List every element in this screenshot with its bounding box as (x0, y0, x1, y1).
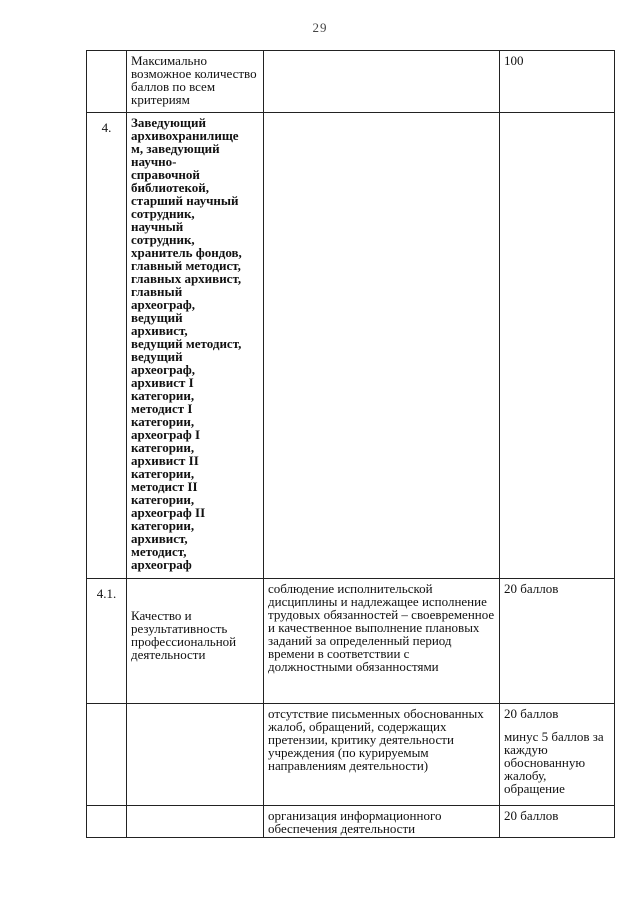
indicator-cell: соблюдение исполнительской дисциплины и надлежащее исполнение трудовых обязанностей – своевременное и качественное выполнение плановых заданий за определенный период времени в соответствии с должностными обязанностями (264, 579, 500, 704)
table-row (87, 579, 615, 704)
position-line: категории, (131, 388, 195, 403)
criterion-name-cell: Качество и результативность профессиональной деятельности (127, 579, 264, 704)
points-cell (500, 704, 615, 806)
row-number-cell (87, 806, 127, 838)
position-line: методист II (131, 479, 198, 494)
position-line: методист, (131, 544, 187, 559)
position-line: ведущий (131, 349, 183, 364)
position-line: методист I (131, 401, 193, 416)
position-line: архивист I (131, 375, 194, 390)
position-line: архивист, (131, 323, 188, 338)
position-line: старший научный (131, 193, 239, 208)
points-cell: 100 (500, 51, 615, 113)
position-line: архивист II (131, 453, 199, 468)
table-row (87, 704, 615, 806)
points-cell: 20 баллов (500, 579, 615, 704)
position-line: м, заведующий (131, 141, 220, 156)
position-line: археограф I (131, 427, 201, 442)
position-line: архивохранилище (131, 128, 239, 143)
points-deduction-note: минус 5 баллов за каждую обоснованную жалобу, обращение (504, 729, 604, 796)
position-line: главных архивист, (131, 271, 242, 286)
position-line: Заведующий (131, 115, 206, 130)
points-value: 20 баллов (504, 706, 559, 721)
position-line: археограф, (131, 362, 196, 377)
position-line: научно- (131, 154, 177, 169)
position-line: главный (131, 284, 183, 299)
position-line: научный (131, 219, 184, 234)
table-row (87, 806, 615, 838)
table-row (87, 113, 615, 579)
indicator-cell (264, 51, 500, 113)
indicator-cell: организация информационного обеспечения деятельности (264, 806, 500, 838)
criterion-name-cell: Максимально возможное количество баллов по всем критериям (127, 51, 264, 113)
indicator-cell: отсутствие письменных обоснованных жалоб, обращений, содержащих претензии, критику деятельности учреждения (по курируемым направлениям деятельности) (264, 704, 500, 806)
position-line: ведущий методист, (131, 336, 242, 351)
points-cell (500, 113, 615, 579)
position-line: археограф II (131, 505, 206, 520)
row-number-cell: 4.1. (87, 579, 127, 704)
position-line: категории, (131, 518, 195, 533)
position-line: сотрудник, (131, 206, 195, 221)
position-line: справочной (131, 167, 200, 182)
table-row (87, 51, 615, 113)
position-line: хранитель фондов, (131, 245, 242, 260)
page-number: 29 (312, 20, 328, 35)
row-number-cell (87, 51, 127, 113)
position-line: категории, (131, 440, 195, 455)
position-line: библиотекой, (131, 180, 209, 195)
position-line: сотрудник, (131, 232, 195, 247)
position-line: категории, (131, 466, 195, 481)
position-line: ведущий (131, 310, 183, 325)
criterion-name-cell (127, 806, 264, 838)
row-number-cell: 4. (87, 113, 127, 579)
points-cell: 20 баллов (500, 806, 615, 838)
position-line: археограф (131, 557, 192, 572)
position-line: археограф, (131, 297, 196, 312)
position-line: категории, (131, 492, 195, 507)
criteria-table (86, 50, 615, 838)
criterion-name-cell (127, 704, 264, 806)
row-number-cell (87, 704, 127, 806)
position-line: главный методист, (131, 258, 241, 273)
position-line: архивист, (131, 531, 188, 546)
position-list-cell (127, 113, 264, 579)
indicator-cell (264, 113, 500, 579)
position-line: категории, (131, 414, 195, 429)
